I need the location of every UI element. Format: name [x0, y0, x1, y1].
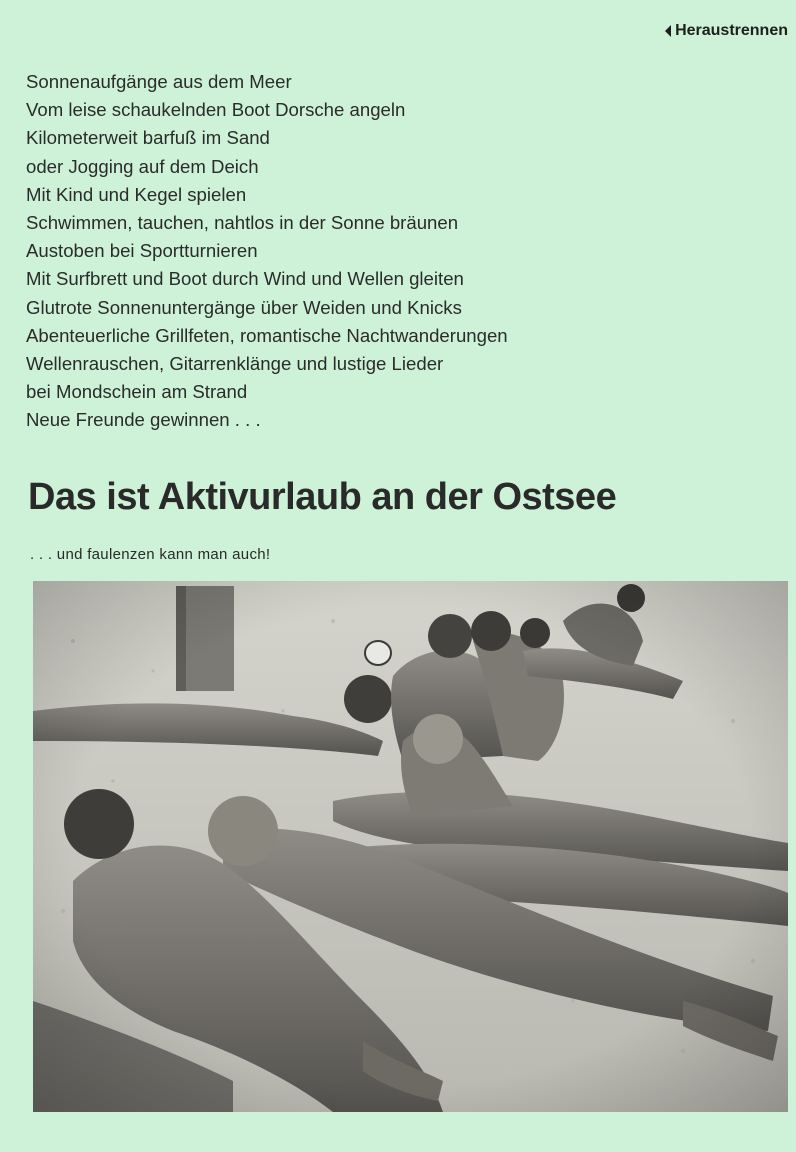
activity-line: Mit Kind und Kegel spielen — [26, 183, 247, 205]
page-headline: Das ist Aktivurlaub an der Ostsee — [28, 476, 617, 518]
cut-here-marker — [665, 22, 788, 40]
activity-line: Schwimmen, tauchen, nahtlos in der Sonne bräunen — [26, 212, 459, 234]
activity-line: Glutrote Sonnenuntergänge über Weiden und Knicks — [26, 296, 462, 318]
activity-line: Vom leise schaukelnden Boot Dorsche angeln — [26, 99, 406, 121]
cut-here-label: Heraustrennen — [675, 22, 788, 39]
page-subline: . . . und faulenzen kann man auch! — [30, 546, 271, 563]
beach-photo-illustration — [33, 581, 788, 1112]
beach-photo — [33, 581, 788, 1112]
activity-line: bei Mondschein am Strand — [26, 381, 248, 403]
activity-list — [26, 68, 508, 435]
activity-line: Wellenrauschen, Gitarrenklänge und lustige Lieder — [26, 353, 444, 375]
activity-line: oder Jogging auf dem Deich — [26, 155, 259, 177]
activity-line: Mit Surfbrett und Boot durch Wind und Wellen gleiten — [26, 268, 464, 290]
activity-line: Kilometerweit barfuß im Sand — [26, 127, 270, 149]
activity-line: Abenteuerliche Grillfeten, romantische Nachtwanderungen — [26, 324, 508, 346]
activity-line: Austoben bei Sportturnieren — [26, 240, 258, 262]
left-arrow-icon — [665, 25, 671, 37]
activity-line: Neue Freunde gewinnen . . . — [26, 409, 261, 431]
activity-line: Sonnenaufgänge aus dem Meer — [26, 71, 292, 92]
